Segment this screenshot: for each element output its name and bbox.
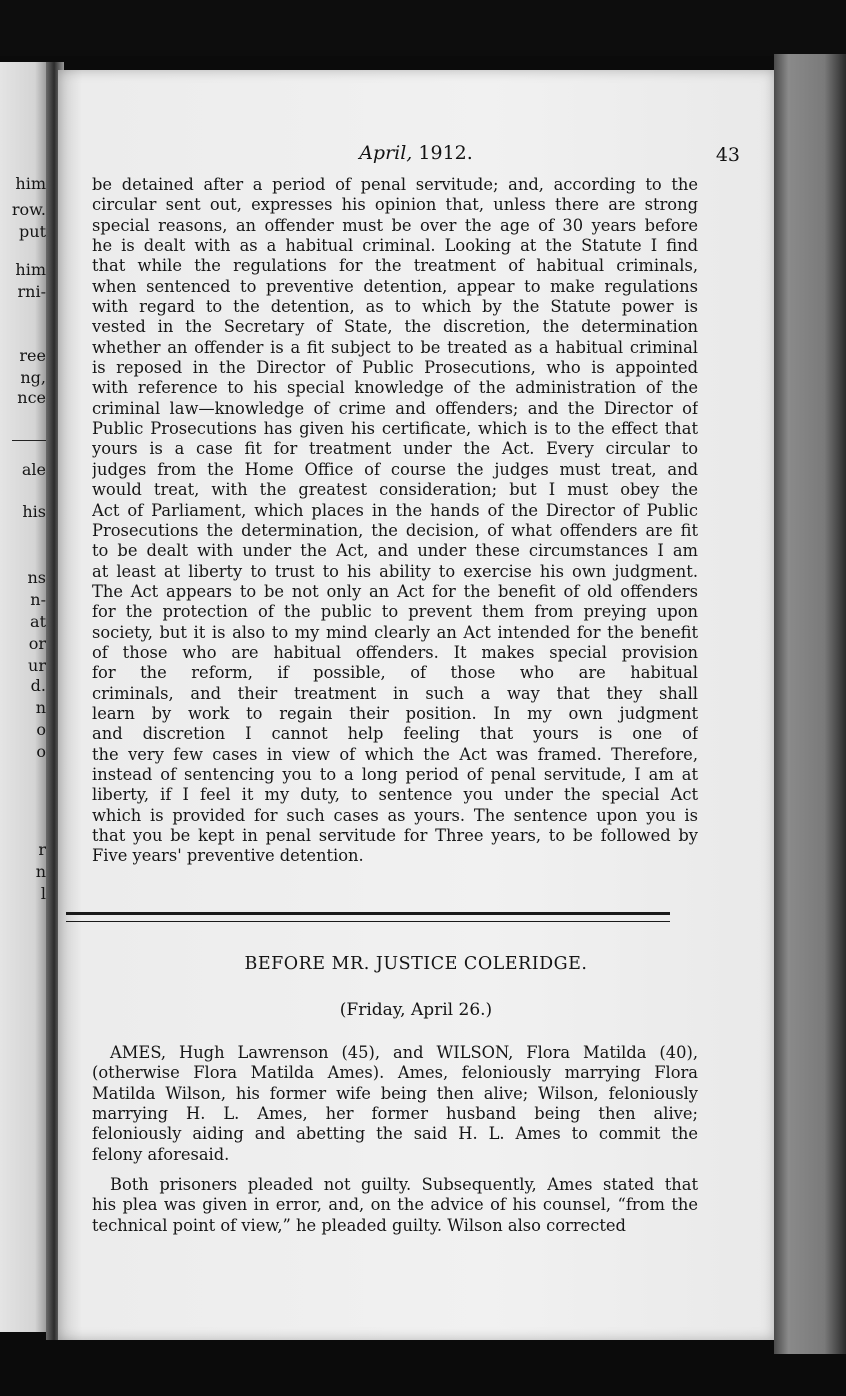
text-line: he is dealt with as a habitual criminal. Looking at the Statute I find <box>92 236 698 256</box>
text-line: and discretion I cannot help feeling that yours is one of <box>92 724 698 744</box>
facing-page-text-fragment: ng, <box>20 368 46 387</box>
text-line: Five years' preventive detention. <box>92 846 364 866</box>
facing-page-text-fragment: l <box>40 884 46 903</box>
facing-page-text-fragment: n <box>35 698 46 717</box>
text-line: The Act appears to be not only an Act for the benefit of old offenders <box>92 581 698 601</box>
case-entry <box>92 1043 698 1236</box>
text-line: to be dealt with under the Act, and under these circumstances I am <box>92 541 698 561</box>
facing-page-text-fragment: n- <box>30 590 46 609</box>
facing-page-text-fragment: o <box>36 720 46 739</box>
text-line: which is provided for such cases as yours. The sentence upon you is <box>92 805 698 825</box>
text-line: criminals, and their treatment in such a way that they shall <box>92 683 698 703</box>
text-line: when sentenced to preventive detention, appear to make regulations <box>92 276 698 296</box>
text-line: is reposed in the Director of Public Prosecutions, who is appointed <box>92 358 698 378</box>
book-page-edges <box>774 54 846 1354</box>
text-line: liberty, if I feel it my duty, to sentence you under the special Act <box>92 785 698 805</box>
text-line: special reasons, an offender must be over the age of 30 years before <box>92 215 698 235</box>
book-page <box>58 70 774 1340</box>
facing-page-text-fragment: nce <box>17 388 46 407</box>
case-text-line: AMES, Hugh Lawrenson (45), and WILSON, Flora Matilda (40), <box>110 1043 698 1062</box>
text-line: be detained after a period of penal servitude; and, according to the <box>92 175 698 194</box>
facing-page-text-fragment: or <box>28 634 46 653</box>
facing-page-text-fragment: ns <box>27 568 46 587</box>
hearing-date: (Friday, April 26.) <box>339 1000 493 1020</box>
facing-page-text-fragment: ale <box>21 460 46 479</box>
text-line: learn by work to regain their position. In my own judgment <box>92 703 698 723</box>
text-line: with regard to the detention, as to which by the Statute power is <box>92 297 698 317</box>
text-line: Act of Parliament, which places in the hands of the Director of Public <box>92 500 698 520</box>
text-line: would treat, with the greatest consideration; but I must obey the <box>92 480 698 500</box>
text-line: that while the regulations for the treatment of habitual criminals, <box>92 256 698 276</box>
text-line: judges from the Home Office of course the judges must treat, and <box>92 459 698 479</box>
case-plea-paragraph <box>92 1175 698 1236</box>
facing-page-text-fragment: o <box>36 742 46 761</box>
running-head-month: April, <box>359 142 413 164</box>
section-divider <box>66 912 670 922</box>
text-line: of those who are habitual offenders. It makes special provision <box>92 642 698 662</box>
facing-page-text-fragment: ree <box>19 346 46 365</box>
facing-page-divider <box>12 440 50 441</box>
text-line: criminal law—knowledge of crime and offenders; and the Director of <box>92 398 698 418</box>
case-text-line: felony aforesaid. <box>92 1144 230 1164</box>
text-line: Prosecutions the determination, the decision, of what offenders are fit <box>92 520 698 540</box>
text-line: for the reform, if possible, of those who are habitual <box>92 663 698 683</box>
facing-page-text-fragment: at <box>30 612 46 631</box>
case-text-line: (otherwise Flora Matilda Ames). Ames, feloniously marrying Flora <box>92 1063 698 1083</box>
facing-page-text-fragment: ur <box>28 656 46 675</box>
text-line: for the protection of the public to prevent them from preying upon <box>92 602 698 622</box>
case-text-line: his plea was given in error, and, on the advice of his counsel, “from the <box>92 1195 698 1215</box>
case-text-line: Matilda Wilson, his former wife being then alive; Wilson, feloniously <box>92 1083 698 1103</box>
running-head <box>58 142 774 164</box>
text-line: at least at liberty to trust to his ability to exercise his own judgment. <box>92 561 698 581</box>
page-number: 43 <box>715 144 740 166</box>
facing-page-text-fragment: him <box>15 174 46 193</box>
case-indictment-paragraph <box>92 1043 698 1165</box>
text-line: instead of sentencing you to a long period of penal servitude, I am at <box>92 764 698 784</box>
case-text-line: Both prisoners pleaded not guilty. Subsequently, Ames stated that <box>110 1175 698 1195</box>
case-text-line: feloniously aiding and abetting the said H. L. Ames to commit the <box>92 1124 698 1144</box>
text-line: circular sent out, expresses his opinion that, unless there are strong <box>92 195 698 215</box>
text-line: whether an offender is a fit subject to be treated as a habitual criminal <box>92 337 698 357</box>
facing-page-text-fragment: row. <box>11 200 46 219</box>
facing-page-fragment <box>0 62 50 1332</box>
text-line: with reference to his special knowledge of the administration of the <box>92 378 698 398</box>
facing-page-text-fragment: n <box>35 862 46 881</box>
facing-page-text-fragment: his <box>22 502 46 521</box>
facing-page-text-fragment: him <box>15 260 46 279</box>
facing-page-text-fragment: put <box>19 222 46 241</box>
text-line: that you be kept in penal servitude for Three years, to be followed by <box>92 826 698 845</box>
facing-page-text-fragment: d. <box>30 676 46 695</box>
text-line: Public Prosecutions has given his certificate, which is to the effect that <box>92 419 698 439</box>
judge-heading: BEFORE MR. JUSTICE COLERIDGE. <box>244 954 588 974</box>
text-line: vested in the Secretary of State, the discretion, the determination <box>92 317 698 337</box>
facing-page-text-fragment: r <box>38 840 46 859</box>
text-line: the very few cases in view of which the Act was framed. Therefore, <box>92 744 698 764</box>
running-head-year: 1912. <box>418 142 473 164</box>
case-text-line: technical point of view,” he pleaded guilty. Wilson also corrected <box>92 1215 626 1235</box>
text-line: yours is a case fit for treatment under the Act. Every circular to <box>92 439 698 459</box>
facing-page-text-fragment: rni- <box>17 282 46 301</box>
text-line: society, but it is also to my mind clearly an Act intended for the benefit <box>92 622 698 642</box>
judgment-paragraph <box>92 175 698 867</box>
case-text-line: marrying H. L. Ames, her former husband being then alive; <box>92 1104 698 1124</box>
scanner-background-top <box>0 0 846 56</box>
